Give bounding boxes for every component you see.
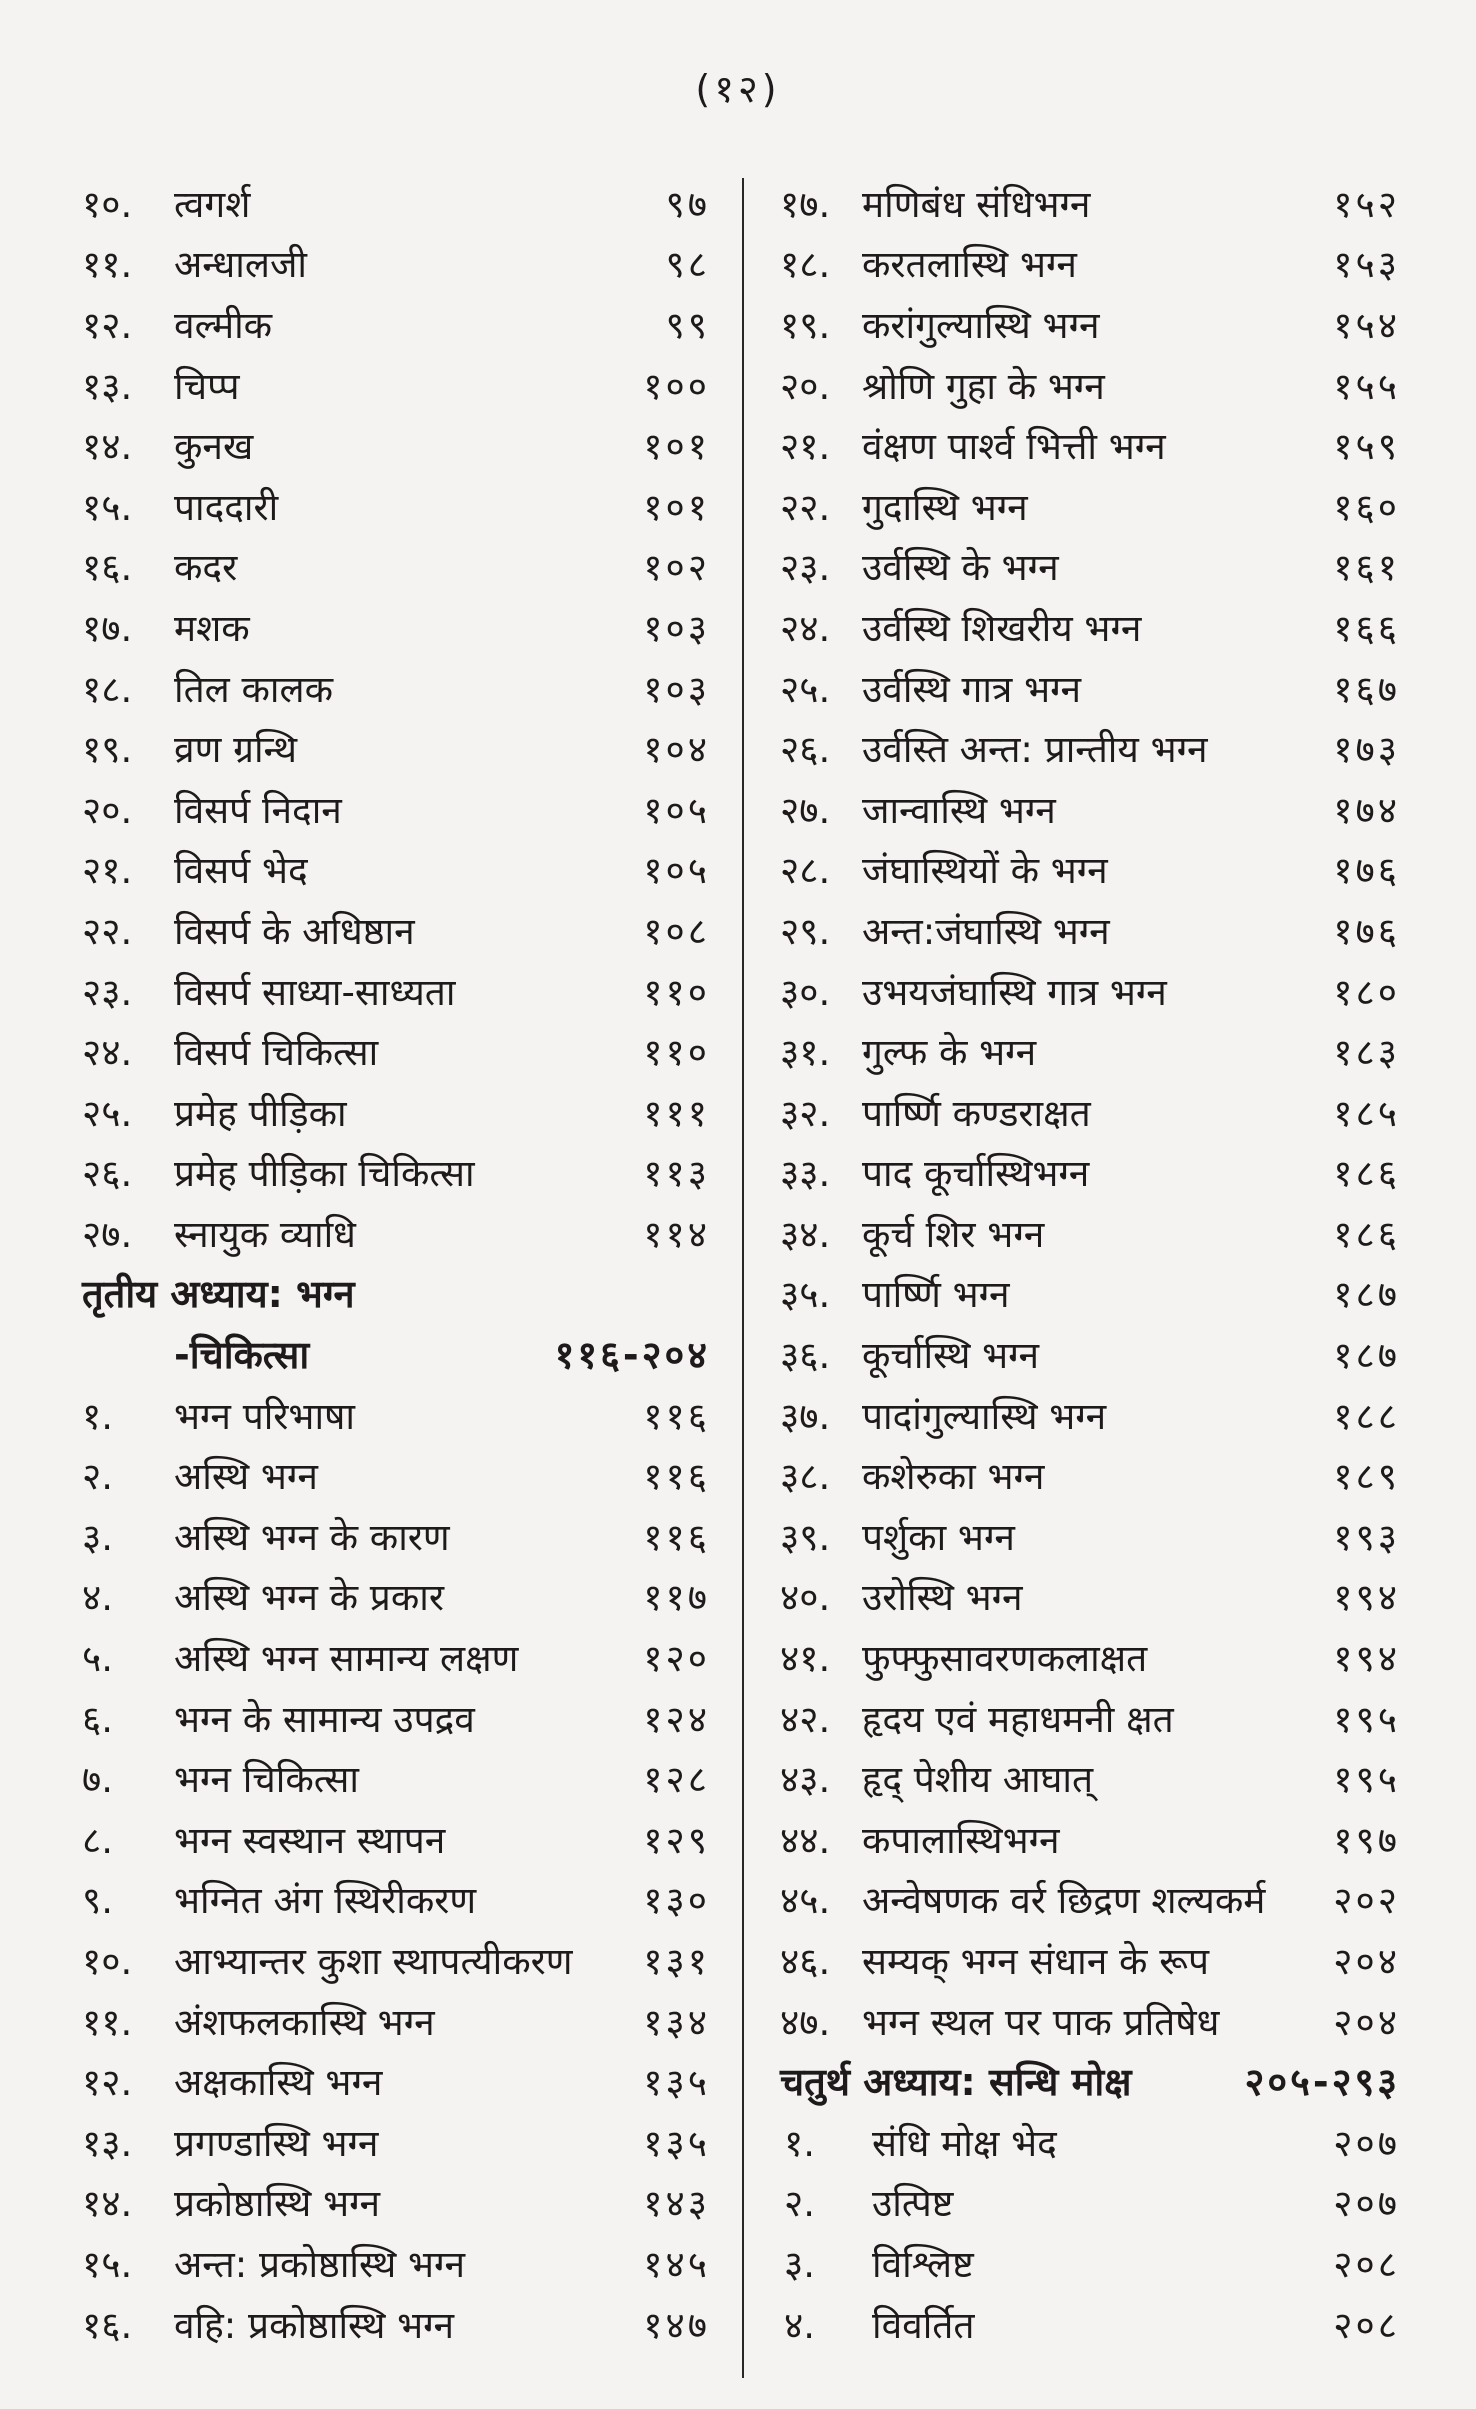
entry-title: विसर्प भेद [174,849,308,893]
entry-number: १७. [780,182,831,226]
entry-number: ३२. [780,1091,831,1135]
entry-title: पार्ष्णि भग्न [862,1273,1010,1317]
entry-page: १०२ [643,546,710,590]
entry-number: १४. [82,2182,133,2226]
entry-title: भग्न स्वस्थान स्थापन [174,1818,446,1862]
entry-number: २०. [82,788,133,832]
entry-page: ११७ [643,1576,710,1620]
toc-entry [780,414,1400,475]
entry-title: अन्त: प्रकोष्ठास्थि भग्न [174,2242,465,2286]
entry-number: २. [82,1455,114,1499]
entry-title: उभयजंघास्थि गात्र भग्न [862,970,1167,1014]
toc-entry [780,1444,1400,1505]
chapter-3-page-range: ११६-२०४ [554,1332,710,1377]
entry-number: ३१. [780,1031,831,1075]
toc-entry [780,2293,1400,2354]
entry-page: १६६ [1333,606,1400,650]
entry-number: २४. [82,1031,133,1075]
entry-title: मशक [174,606,250,650]
entry-title: कशेरुका भग्न [862,1455,1045,1499]
toc-entry [82,657,710,718]
toc-entry [82,475,710,536]
entry-page: १३४ [643,2000,710,2044]
entry-title: विसर्प के अधिष्ठान [174,909,415,953]
entry-page: ११४ [643,1212,710,1256]
entry-page: १४३ [643,2182,710,2226]
entry-title: चिप्प [174,364,240,408]
entry-number: १८. [780,243,831,287]
entry-title: अन्वेषणक वर्र छिद्रण शल्यकर्म [862,1879,1266,1923]
toc-entry [82,2111,710,2172]
entry-title: कपालास्थिभग्न [862,1818,1060,1862]
toc-entry [780,233,1400,294]
entry-title: व्रण ग्रन्थि [174,728,298,772]
chapter-4-entries-list [780,2111,1400,2353]
entry-number: १३. [82,364,133,408]
entry-title: विवर्तित [872,2303,975,2347]
entry-number: २. [784,2182,816,2226]
chapter-4-title: चतुर्थ अध्याय: सन्धि मोक्ष [780,2059,1132,2104]
toc-entry [82,1747,710,1808]
entry-title: उरोस्थि भग्न [862,1576,1023,1620]
entry-title: अस्थि भग्न के कारण [174,1515,450,1559]
entry-title: विसर्प निदान [174,788,342,832]
toc-entry [82,293,710,354]
entry-number: ७. [82,1758,114,1802]
toc-entry [82,1384,710,1445]
entry-page: ९९ [665,303,710,347]
entry-number: ११. [82,243,133,287]
entry-number: १२. [82,303,133,347]
toc-entry [780,1505,1400,1566]
entry-page: ११६ [643,1515,710,1559]
entry-title: स्नायुक व्याधि [174,1212,356,1256]
entry-number: ३६. [780,1334,831,1378]
entry-number: ४०. [780,1576,831,1620]
toc-entry [82,2232,710,2293]
entry-number: १६. [82,2303,133,2347]
entry-title: प्रकोष्ठास्थि भग्न [174,2182,381,2226]
toc-entry [780,1142,1400,1203]
entry-page: १८६ [1333,1152,1400,1196]
entry-page: १८८ [1333,1394,1400,1438]
entry-number: ४३. [780,1758,831,1802]
entry-page: १०१ [643,425,710,469]
entry-title: भग्न स्थल पर पाक प्रतिषेध [862,2000,1220,2044]
entry-page: ९८ [665,243,710,287]
toc-entry [780,1202,1400,1263]
toc-entry [82,354,710,415]
entry-number: १५. [82,2242,133,2286]
toc-entry [780,536,1400,597]
entry-number: ४६. [780,1940,831,1984]
entry-title: उत्पिष्ट [872,2182,954,2226]
chapter-4-page-range: २०५-२९३ [1244,2059,1400,2104]
entry-number: ३८. [780,1455,831,1499]
toc-entry [780,839,1400,900]
entry-page: १९४ [1333,1637,1400,1681]
toc-entry [82,1202,710,1263]
toc-entry [82,1142,710,1203]
toc-entry [82,414,710,475]
entry-title: प्रमेह पीड़िका चिकित्सा [174,1152,475,1196]
toc-entry [82,1081,710,1142]
entry-number: ४२. [780,1697,831,1741]
entry-page: १७६ [1333,849,1400,893]
toc-entry [780,1747,1400,1808]
entry-page: ११६ [643,1455,710,1499]
entry-title: संधि मोक्ष भेद [872,2121,1057,2165]
entry-number: २७. [780,788,831,832]
entry-number: ३४. [780,1212,831,1256]
entry-page: ११६ [643,1394,710,1438]
toc-entry [780,1808,1400,1869]
entry-title: अस्थि भग्न [174,1455,318,1499]
toc-entry [780,1263,1400,1324]
entry-number: १८. [82,667,133,711]
entry-number: १७. [82,606,133,650]
entry-number: २३. [82,970,133,1014]
entry-title: वंक्षण पार्श्व भित्ती भग्न [862,425,1166,469]
toc-entry [780,475,1400,536]
entry-page: ११३ [643,1152,710,1196]
entry-page: १५९ [1333,425,1400,469]
toc-entry [780,1323,1400,1384]
entry-title: उर्वस्थि के भग्न [862,546,1059,590]
entry-title: करांगुल्यास्थि भग्न [862,303,1100,347]
chapter-3-entries-list [82,1384,710,2354]
entry-number: ६. [82,1697,114,1741]
toc-entry [82,596,710,657]
entry-page: १९७ [1333,1818,1400,1862]
entry-page: ११० [643,970,710,1014]
toc-entry [780,960,1400,1021]
entry-title: अन्धालजी [174,243,307,287]
entry-number: २१. [82,849,133,893]
entry-title: पार्ष्णि कण्डराक्षत [862,1091,1091,1135]
toc-entry [780,2172,1400,2233]
entry-page: २०४ [1333,1940,1400,1984]
entry-title: पाद कूर्चास्थिभग्न [862,1152,1090,1196]
entry-title: सम्यक् भग्न संधान के रूप [862,1940,1209,1984]
entry-number: २३. [780,546,831,590]
toc-entry [82,778,710,839]
toc-entry [82,960,710,1021]
toc-entry [780,1020,1400,1081]
entry-page: १५४ [1333,303,1400,347]
entry-page: १०० [643,364,710,408]
entry-title: कुनख [174,425,254,469]
entry-number: २६. [82,1152,133,1196]
entry-title: कदर [174,546,238,590]
entry-title: जंघास्थियों के भग्न [862,849,1108,893]
entry-title: कूर्चास्थि भग्न [862,1334,1040,1378]
entry-title: वल्मीक [174,303,273,347]
chapter-3-subheading [82,1323,710,1384]
entry-page: १९५ [1333,1697,1400,1741]
entry-title: श्रोणि गुहा के भग्न [862,364,1105,408]
entry-title: गुदास्थि भग्न [862,485,1028,529]
entry-number: ५. [82,1637,114,1681]
entry-title: अन्त:जंघास्थि भग्न [862,909,1110,953]
entry-number: ४. [82,1576,114,1620]
entry-page: १०५ [643,849,710,893]
entry-page: १०८ [643,909,710,953]
entry-number: ३५. [780,1273,831,1317]
entry-title: गुल्फ के भग्न [862,1031,1037,1075]
toc-entry [82,1687,710,1748]
entry-page: १७४ [1333,788,1400,832]
toc-entry [82,2172,710,2233]
toc-entry [82,899,710,960]
entry-page: १८३ [1333,1031,1400,1075]
entry-page: २०७ [1333,2121,1400,2165]
entry-number: २९. [780,909,831,953]
entry-page: १३० [643,1879,710,1923]
toc-entry [780,1869,1400,1930]
entry-page: २०७ [1333,2182,1400,2226]
entry-title: कूर्च शिर भग्न [862,1212,1045,1256]
toc-entry [780,172,1400,233]
toc-entry [82,2293,710,2354]
entry-number: ४१. [780,1637,831,1681]
entry-title: उर्वस्थि शिखरीय भग्न [862,606,1142,650]
entry-number: १५. [82,485,133,529]
entry-page: १८५ [1333,1091,1400,1135]
entry-number: २२. [780,485,831,529]
entry-page: १८९ [1333,1455,1400,1499]
entry-page: १२४ [643,1697,710,1741]
entry-page: १०४ [643,728,710,772]
toc-entry [780,899,1400,960]
toc-entry [82,1566,710,1627]
entry-title: प्रमेह पीड़िका [174,1091,347,1135]
toc-entry [780,1384,1400,1445]
entry-page: २०४ [1333,2000,1400,2044]
entry-number: १०. [82,1940,133,1984]
toc-entry [780,596,1400,657]
entry-page: १५३ [1333,243,1400,287]
entry-number: ३. [82,1515,114,1559]
toc-entry [82,1869,710,1930]
entry-page: १३५ [643,2061,710,2105]
toc-entry [82,1505,710,1566]
entry-page: १०५ [643,788,710,832]
entry-page: ९७ [665,182,710,226]
entry-title: पाददारी [174,485,279,529]
toc-entry [780,293,1400,354]
left-column [82,172,710,2353]
toc-entry [82,1929,710,1990]
entry-page: १६१ [1333,546,1400,590]
entry-title: तिल कालक [174,667,334,711]
entry-number: २१. [780,425,831,469]
entry-title: आभ्यान्तर कुशा स्थापत्यीकरण [174,1940,573,1984]
entry-number: ४. [784,2303,816,2347]
entry-page: १७६ [1333,909,1400,953]
entry-title: वहि: प्रकोष्ठास्थि भग्न [174,2303,455,2347]
entry-title: जान्वास्थि भग्न [862,788,1056,832]
entry-page: १०३ [643,606,710,650]
entry-number: २७. [82,1212,133,1256]
entry-page: ११० [643,1031,710,1075]
entry-page: २०८ [1333,2242,1400,2286]
entry-page: १४५ [643,2242,710,2286]
entry-number: २५. [780,667,831,711]
entry-title: विसर्प साध्या-साध्यता [174,970,456,1014]
entry-number: १३. [82,2121,133,2165]
entry-title: अंशफलकास्थि भग्न [174,2000,435,2044]
entry-page: १२८ [643,1758,710,1802]
entry-number: १. [82,1394,114,1438]
toc-entry [780,1081,1400,1142]
toc-entry [780,2111,1400,2172]
toc-entry [780,2232,1400,2293]
entry-page: १८७ [1333,1273,1400,1317]
entry-number: ३७. [780,1394,831,1438]
entry-number: १९. [82,728,133,772]
entry-title: त्वगर्श [174,182,251,226]
toc-entry [82,172,710,233]
entry-title: प्रगण्डास्थि भग्न [174,2121,379,2165]
toc-entry [82,1626,710,1687]
entry-number: १६. [82,546,133,590]
toc-entry [780,354,1400,415]
entry-page: १७३ [1333,728,1400,772]
entry-number: ३०. [780,970,831,1014]
toc-entry [82,839,710,900]
entry-page: १८६ [1333,1212,1400,1256]
entry-title: अक्षकास्थि भग्न [174,2061,383,2105]
entry-number: ३. [784,2242,816,2286]
column-divider [742,178,744,2378]
entry-title: भग्नित अंग स्थिरीकरण [174,1879,477,1923]
entry-number: १०. [82,182,133,226]
entry-page: १६७ [1333,667,1400,711]
entry-number: ४७. [780,2000,831,2044]
toc-entry [82,1444,710,1505]
entry-title: विश्लिष्ट [872,2242,974,2286]
toc-entry [780,717,1400,778]
entry-number: २८. [780,849,831,893]
entry-number: १. [784,2121,816,2165]
entry-number: ११. [82,2000,133,2044]
entry-number: २२. [82,909,133,953]
entry-page: १३५ [643,2121,710,2165]
chapter-3-heading [82,1263,710,1324]
toc-entry [82,2050,710,2111]
entry-page: १८० [1333,970,1400,1014]
entry-page: १३१ [643,1940,710,1984]
toc-entry [82,1990,710,2051]
entry-title: मणिबंध संधिभग्न [862,182,1091,226]
entry-page: १५२ [1333,182,1400,226]
entry-title: भग्न चिकित्सा [174,1758,359,1802]
entry-page: १२९ [643,1818,710,1862]
chapter-3-title: तृतीय अध्याय: भग्न [82,1271,355,1316]
entry-page: १४७ [643,2303,710,2347]
entry-page: १५५ [1333,364,1400,408]
entry-number: २६. [780,728,831,772]
entry-page: २०८ [1333,2303,1400,2347]
entry-page: २०२ [1333,1879,1400,1923]
toc-entry [82,233,710,294]
chapter-3-subtitle: -चिकित्सा [174,1332,310,1377]
entry-number: २०. [780,364,831,408]
entry-number: ९. [82,1879,114,1923]
entry-page: १२० [643,1637,710,1681]
entry-number: ४५. [780,1879,831,1923]
entry-title: पादांगुल्यास्थि भग्न [862,1394,1107,1438]
toc-entry [82,1808,710,1869]
entry-page: १९४ [1333,1576,1400,1620]
entry-title: पर्शुका भग्न [862,1515,1015,1559]
entry-title: विसर्प चिकित्सा [174,1031,379,1075]
toc-entry [780,1626,1400,1687]
entry-title: उर्वस्थि गात्र भग्न [862,667,1082,711]
right-entries-list [780,172,1400,2050]
entry-title: अस्थि भग्न सामान्य लक्षण [174,1637,519,1681]
page-number: (१२) [695,67,781,111]
entry-number: १४. [82,425,133,469]
entry-title: उर्वस्ति अन्त: प्रान्तीय भग्न [862,728,1208,772]
toc-entry [82,1020,710,1081]
entry-title: अस्थि भग्न के प्रकार [174,1576,444,1620]
entry-page: १९५ [1333,1758,1400,1802]
toc-entry [780,1929,1400,1990]
entry-number: ३३. [780,1152,831,1196]
entry-title: भग्न परिभाषा [174,1394,355,1438]
toc-entry [780,1687,1400,1748]
entry-number: ३९. [780,1515,831,1559]
toc-entry [780,1990,1400,2051]
entry-page: १९३ [1333,1515,1400,1559]
entry-page: १११ [643,1091,710,1135]
entry-title: फुफ्फुसावरणकलाक्षत [862,1637,1148,1681]
entry-title: भग्न के सामान्य उपद्रव [174,1697,475,1741]
entry-number: ४४. [780,1818,831,1862]
toc-entry [780,657,1400,718]
toc-entry [780,1566,1400,1627]
entry-number: ८. [82,1818,114,1862]
toc-entry [780,778,1400,839]
entry-title: करतलास्थि भग्न [862,243,1077,287]
entry-title: हृद् पेशीय आघात् [862,1758,1094,1802]
entry-title: हृदय एवं महाधमनी क्षत [862,1697,1174,1741]
entry-page: १८७ [1333,1334,1400,1378]
entry-number: १९. [780,303,831,347]
toc-entry [82,536,710,597]
chapter-4-heading [780,2050,1400,2111]
right-column [780,172,1400,2353]
entry-page: १०१ [643,485,710,529]
entry-page: १६० [1333,485,1400,529]
toc-entry [82,717,710,778]
entry-number: २४. [780,606,831,650]
entry-number: १२. [82,2061,133,2105]
left-entries-list [82,172,710,1263]
entry-page: १०३ [643,667,710,711]
entry-number: २५. [82,1091,133,1135]
